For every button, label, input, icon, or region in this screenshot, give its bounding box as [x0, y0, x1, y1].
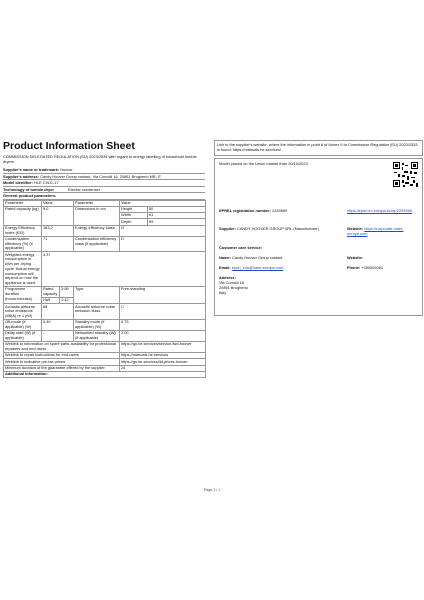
- spare-parts-link[interactable]: https://go.he.services/service-fwd-hoover: [120, 341, 206, 352]
- repair-link[interactable]: https://manuals.he.services: [120, 352, 206, 358]
- table-row: Programme duration (hours:minutes) Rated capacity 3:06 Type Free-standing: [4, 286, 206, 297]
- qr-code-icon[interactable]: [393, 162, 418, 187]
- left-column: [3, 140, 205, 378]
- care-website-label: Website:: [347, 255, 364, 260]
- table-row: Half 1:42: [4, 297, 206, 303]
- table-row: Minimum duration of the guarantee offered by the supplier 24: [4, 365, 206, 371]
- table-row: Condensation efficiency (%) (if applicable) 71 Condensation efficiency class (if applicable) D: [4, 236, 206, 252]
- customer-care-heading: Customer care service:: [219, 245, 263, 250]
- table-row: Parameter Value Parameter Value: [4, 200, 206, 206]
- supplier-address-row: Supplier's address: Candy Hoover Group contact, Via Comolli 16, 20861 Brugherio MB, IT: [3, 174, 205, 181]
- page-footer: Page 1 / 1: [203, 488, 221, 492]
- table-row: Off-mode (if applicable) (W) 0,40 Standby mode (if applicable) (W) 0,75: [4, 319, 206, 330]
- care-address: Address: Via Comolli 16 20861 Brugherio Italy: [219, 275, 248, 295]
- general-params-row: General product parameters:: [3, 193, 205, 200]
- table-row: Energy Efficiency Index (EEI) 183,2 Energy efficiency class G: [4, 225, 206, 236]
- supplier-link-box: Link to the supplier's website, where the information in point 6 of Annex II to Commission Regulation (EU) 2023/2533 is found: https://manuals.he.services/: [214, 140, 423, 156]
- table-row: Weblink to repair instructions for end-users https://manuals.he.services: [4, 352, 206, 358]
- table-row: Weblink to information on spare parts availability for professional repairers and end users https://go.he.services/service-fwd-hoover: [4, 341, 206, 352]
- table-row: Additional information:: [4, 371, 206, 377]
- care-email-link[interactable]: eprel_info@haier-europe.com: [231, 265, 284, 270]
- care-phone-row: Phone: +390392061: [347, 265, 384, 270]
- model-info-box: [214, 158, 423, 316]
- regulation-text: COMMISSION DELEGATED REGULATION (EU) 2023/2534 with regard to energy labelling of household tumble dryers: [3, 154, 197, 164]
- technology-row: Technology of tumble dryer Electric condenser: [3, 187, 205, 194]
- supplier-website-row: Website: https://corporate.haier-europe.com: [347, 226, 404, 236]
- supplier-row: Supplier: CANDY HOOVER GROUP SRL (Manufacturer): [219, 226, 319, 231]
- spec-table: [3, 200, 206, 379]
- supplier-website-link[interactable]: https://corporate.haier-europe.com: [347, 226, 404, 236]
- table-row: Delay start (W) (if applicable) - Networked standby (W) (if applicable) 2,00: [4, 330, 206, 341]
- table-row: Acoustic airborne noise emissions (dB(A) re 1 pW) 68 Acoustic airborne noise emission class C: [4, 304, 206, 320]
- care-name-row: Name: Candy Hoover Group contact: [219, 255, 283, 260]
- table-row: Weighted energy consumption in kWh per drying cycle. Actual energy consumption will depend on how the appliance is used. 3,37: [4, 252, 206, 287]
- model-identifier-row: Model identifier: HLE C9LG-17: [3, 180, 205, 187]
- eprel-link[interactable]: https://eprel.ec.europa.eu/qr/2253969: [347, 208, 412, 213]
- right-column: [214, 140, 423, 316]
- supplier-name-row: Supplier's name or trademark: Hoover: [3, 167, 205, 174]
- eprel-row: EPREL registration number: 2253969: [219, 208, 288, 213]
- table-row: Weblink to indicative pre-tax prices https://go.he.services/lid-prices-hoover: [4, 359, 206, 365]
- placed-on-market: Model placed on the Union market from 20/10/2023.: [219, 161, 309, 166]
- care-email-row: Email: eprel_info@haier-europe.com: [219, 265, 284, 270]
- table-row: Width 61: [4, 213, 206, 219]
- table-row: Depth 59: [4, 219, 206, 225]
- page-title: Product Information Sheet: [3, 140, 135, 152]
- prices-link[interactable]: https://go.he.services/lid-prices-hoover: [120, 359, 206, 365]
- table-row: Rated capacity (kg) 9,0 Dimensions in cm Height 60: [4, 206, 206, 212]
